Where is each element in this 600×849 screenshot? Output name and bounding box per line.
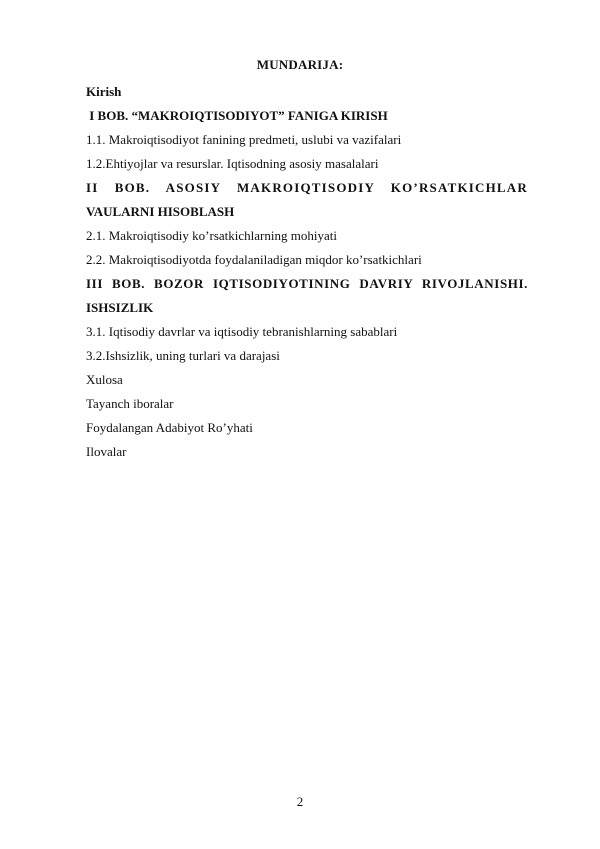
toc-chapter-2-title-line-2: VAULARNI HISOBLASH — [86, 204, 235, 219]
page-number: 2 — [296, 794, 304, 809]
toc-section-3-2: 3.2.Ishsizlik, uning turlari va darajasi — [86, 348, 280, 363]
toc-references: Foydalangan Adabiyot Ro’yhati — [86, 420, 253, 435]
table-of-contents — [86, 80, 528, 464]
toc-appendix: Ilovalar — [86, 444, 127, 459]
toc-intro: Kirish — [86, 84, 122, 99]
toc-section-1-2: 1.2.Ehtiyojlar va resurslar. Iqtisodning asosiy masalalari — [86, 156, 379, 171]
toc-chapter-3-title-line-2: ISHSIZLIK — [86, 300, 154, 315]
toc-section-2-1: 2.1. Makroiqtisodiy ko’rsatkichlarning mohiyati — [86, 228, 337, 243]
toc-chapter-1-title: I BOB. “MAKROIQTISODIYOT” FANIGA KIRISH — [86, 108, 388, 123]
toc-chapter-3-title-line-1: III BOB. BOZOR IQTISODIYOTINING DAVRIY RIVOJLANISHI. — [86, 276, 528, 291]
toc-section-2-2: 2.2. Makroiqtisodiyotda foydalaniladigan miqdor ko’rsatkichlari — [86, 252, 422, 267]
page-title: MUNDARIJA: — [256, 57, 344, 72]
toc-chapter-2-title-line-1: II BOB. ASOSIY MAKROIQTISODIY KO’RSATKICHLAR — [86, 180, 528, 195]
toc-section-3-1: 3.1. Iqtisodiy davrlar va iqtisodiy tebranishlarning sabablari — [86, 324, 398, 339]
toc-conclusion: Xulosa — [86, 372, 123, 387]
toc-section-1-1: 1.1. Makroiqtisodiyot fanining predmeti, uslubi va vazifalari — [86, 132, 402, 147]
toc-keywords: Tayanch iboralar — [86, 396, 174, 411]
